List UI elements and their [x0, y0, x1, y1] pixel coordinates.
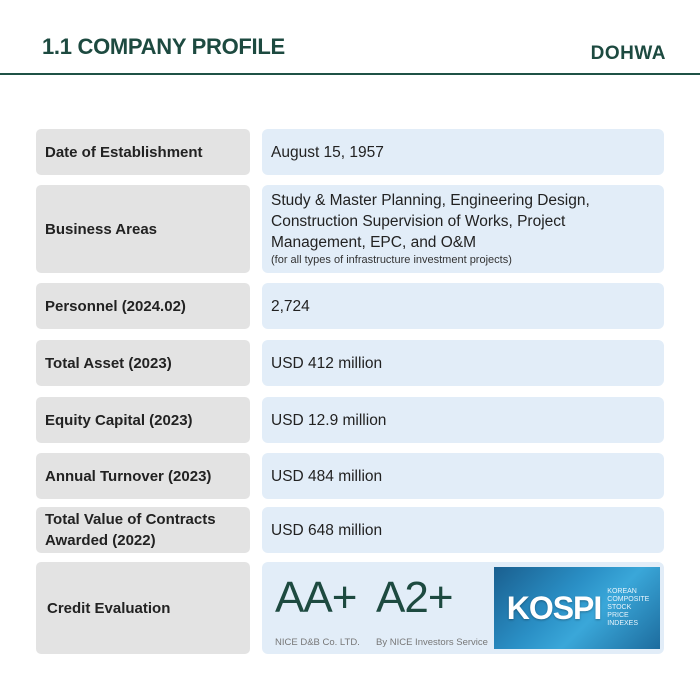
row-total-asset: [36, 340, 664, 386]
rating-agency: NICE D&B Co. LTD.: [275, 637, 360, 648]
row-annual-turnover: [36, 453, 664, 499]
rating-grade: AA+: [275, 573, 357, 622]
row-label: Annual Turnover (2023): [36, 453, 250, 499]
row-value: [262, 185, 664, 273]
row-value-text: 2,724: [271, 297, 310, 315]
row-value-text: USD 484 million: [271, 467, 383, 485]
row-label: Total Asset (2023): [36, 340, 250, 386]
row-value: [262, 283, 664, 329]
row-value: [262, 507, 664, 553]
row-business-areas: [36, 185, 664, 273]
row-value-text: USD 412 million: [271, 354, 383, 372]
row-value-text: August 15, 1957: [271, 143, 384, 161]
row-personnel: [36, 283, 664, 329]
row-value: [262, 397, 664, 443]
row-value: [262, 340, 664, 386]
rating-nice-investors: [376, 568, 488, 652]
header-divider: [0, 73, 700, 75]
row-value: [262, 129, 664, 175]
credit-ratings: [262, 562, 664, 654]
row-value-text: USD 12.9 million: [271, 411, 387, 429]
row-label: Equity Capital (2023): [36, 397, 250, 443]
rating-grade: A2+: [376, 573, 453, 622]
kospi-subtitle: KOREAN COMPOSITE STOCK PRICE INDEXES: [607, 588, 650, 627]
row-label: Personnel (2024.02): [36, 283, 250, 329]
row-credit-evaluation: [36, 562, 664, 654]
kospi-word: KOSPI: [506, 589, 602, 626]
rating-nice-db: [275, 568, 375, 652]
row-value: [262, 453, 664, 499]
row-total-contracts: [36, 507, 664, 553]
row-label: Date of Establishment: [36, 129, 250, 175]
row-label: Total Value of Contracts Awarded (2022): [36, 507, 250, 553]
row-label: Business Areas: [36, 185, 250, 273]
page-title: 1.1 COMPANY PROFILE: [42, 34, 285, 59]
rating-agency: By NICE Investors Service: [376, 637, 488, 648]
row-equity-capital: [36, 397, 664, 443]
row-label: Credit Evaluation: [36, 562, 250, 654]
brand-logo: DOHWA: [590, 43, 666, 64]
row-value-note: (for all types of infrastructure investment projects): [271, 254, 512, 266]
row-value-text: USD 648 million: [271, 521, 383, 539]
row-date-of-establishment: [36, 129, 664, 175]
row-value-text: Study & Master Planning, Engineering Design, Construction Supervision of Works, Project Management, EPC, and O&M: [271, 192, 590, 251]
kospi-logo: [494, 567, 660, 649]
